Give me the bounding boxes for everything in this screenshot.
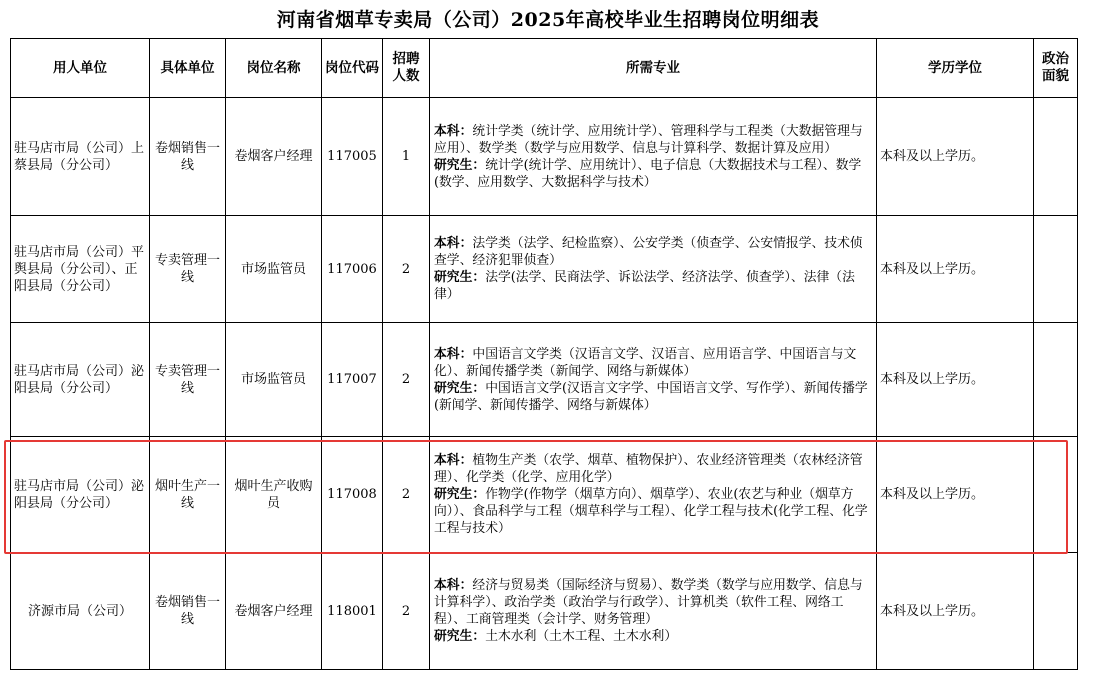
undergrad-majors: 中国语言文学类（汉语言文学、汉语言、应用语言学、中国语言与文化）、新闻传播学类（新闻学、网络与新媒体）	[434, 346, 857, 379]
header-subunit: 具体单位	[150, 39, 226, 98]
undergrad-majors: 统计学类（统计学、应用统计学）、管理科学与工程类（大数据管理与应用）、数学类（数学与应用数学、信息与计算科学、数据计算及应用）	[434, 123, 863, 156]
cell-count: 2	[383, 553, 430, 670]
undergrad-label: 本科：	[434, 123, 473, 139]
cell-major	[430, 437, 877, 553]
header-unit: 用人单位	[11, 39, 150, 98]
table-row	[11, 216, 1078, 323]
cell-position: 卷烟客户经理	[226, 553, 322, 670]
cell-major	[430, 323, 877, 437]
cell-degree: 本科及以上学历。	[877, 323, 1034, 437]
table-row	[11, 553, 1078, 670]
header-major: 所需专业	[430, 39, 877, 98]
cell-degree: 本科及以上学历。	[877, 98, 1034, 216]
header-degree: 学历学位	[877, 39, 1034, 98]
grad-label: 研究生：	[434, 487, 486, 502]
recruitment-table	[10, 38, 1078, 670]
cell-code: 117006	[322, 216, 383, 323]
grad-label: 研究生：	[434, 380, 486, 396]
cell-unit: 驻马店市局（公司）泌阳县局（分公司）	[11, 437, 150, 553]
cell-major	[430, 98, 877, 216]
cell-degree: 本科及以上学历。	[877, 216, 1034, 323]
cell-subunit: 专卖管理一线	[150, 323, 226, 437]
cell-position: 卷烟客户经理	[226, 98, 322, 216]
cell-code: 117005	[322, 98, 383, 216]
cell-subunit: 烟叶生产一线	[150, 437, 226, 553]
header-count: 招聘人数	[383, 39, 430, 98]
cell-count: 2	[383, 216, 430, 323]
header-row	[11, 39, 1078, 98]
grad-majors: 中国语言文学(汉语言文字学、中国语言文学、写作学）、新闻传播学(新闻学、新闻传播学、网络与新媒体）	[434, 380, 868, 413]
cell-count: 1	[383, 98, 430, 216]
cell-political	[1034, 98, 1078, 216]
undergrad-label: 本科：	[434, 236, 473, 251]
grad-majors: 法学(法学、民商法学、诉讼法学、经济法学、侦查学）、法律（法律）	[434, 270, 855, 302]
undergrad-majors: 经济与贸易类（国际经济与贸易）、数学类（数学与应用数学、信息与计算科学）、政治学类（政治学与行政学）、计算机类（软件工程、网络工程）、工商管理类（会计学、财务管理）	[434, 578, 863, 627]
cell-subunit: 卷烟销售一线	[150, 553, 226, 670]
cell-code: 118001	[322, 553, 383, 670]
cell-code: 117008	[322, 437, 383, 553]
cell-subunit: 专卖管理一线	[150, 216, 226, 323]
header-position: 岗位名称	[226, 39, 322, 98]
undergrad-label: 本科：	[434, 453, 473, 468]
grad-label: 研究生：	[434, 629, 486, 644]
cell-political	[1034, 437, 1078, 553]
grad-majors: 作物学(作物学（烟草方向）、烟草学）、农业(农艺与种业（烟草方向））、食品科学与工程（烟草科学与工程）、化学工程与技术(化学工程、化学工程与技术）	[434, 487, 868, 536]
cell-position: 市场监管员	[226, 216, 322, 323]
undergrad-majors: 植物生产类（农学、烟草、植物保护）、农业经济管理类（农林经济管理）、化学类（化学、应用化学）	[434, 453, 863, 485]
cell-position: 市场监管员	[226, 323, 322, 437]
cell-major	[430, 216, 877, 323]
undergrad-label: 本科：	[434, 578, 473, 593]
grad-label: 研究生：	[434, 157, 486, 173]
cell-code: 117007	[322, 323, 383, 437]
undergrad-label: 本科：	[434, 346, 473, 362]
cell-degree: 本科及以上学历。	[877, 553, 1034, 670]
header-political: 政治面貌	[1034, 39, 1078, 98]
header-code: 岗位代码	[322, 39, 383, 98]
cell-unit: 驻马店市局（公司）泌阳县局（分公司）	[11, 323, 150, 437]
cell-major	[430, 553, 877, 670]
undergrad-majors: 法学类（法学、纪检监察）、公安学类（侦查学、公安情报学、技术侦查学、经济犯罪侦查）	[434, 236, 863, 268]
cell-count: 2	[383, 323, 430, 437]
grad-label: 研究生：	[434, 270, 486, 285]
cell-unit: 驻马店市局（公司）平舆县局（分公司）、正阳县局（分公司）	[11, 216, 150, 323]
grad-majors: 土木水利（土木工程、土木水利）	[485, 629, 678, 644]
cell-count: 2	[383, 437, 430, 553]
cell-unit: 驻马店市局（公司）上蔡县局（分公司）	[11, 98, 150, 216]
page-title: 河南省烟草专卖局（公司）2025年高校毕业生招聘岗位明细表	[276, 9, 820, 31]
table-row	[11, 437, 1078, 553]
cell-political	[1034, 553, 1078, 670]
cell-position: 烟叶生产收购员	[226, 437, 322, 553]
cell-degree: 本科及以上学历。	[877, 437, 1034, 553]
cell-political	[1034, 323, 1078, 437]
table-row	[11, 323, 1078, 437]
grad-majors: 统计学(统计学、应用统计）、电子信息（大数据技术与工程）、数学(数学、应用数学、大数据科学与技术）	[434, 157, 862, 190]
cell-political	[1034, 216, 1078, 323]
cell-subunit: 卷烟销售一线	[150, 98, 226, 216]
cell-unit: 济源市局（公司）	[11, 553, 150, 670]
table-row	[11, 98, 1078, 216]
